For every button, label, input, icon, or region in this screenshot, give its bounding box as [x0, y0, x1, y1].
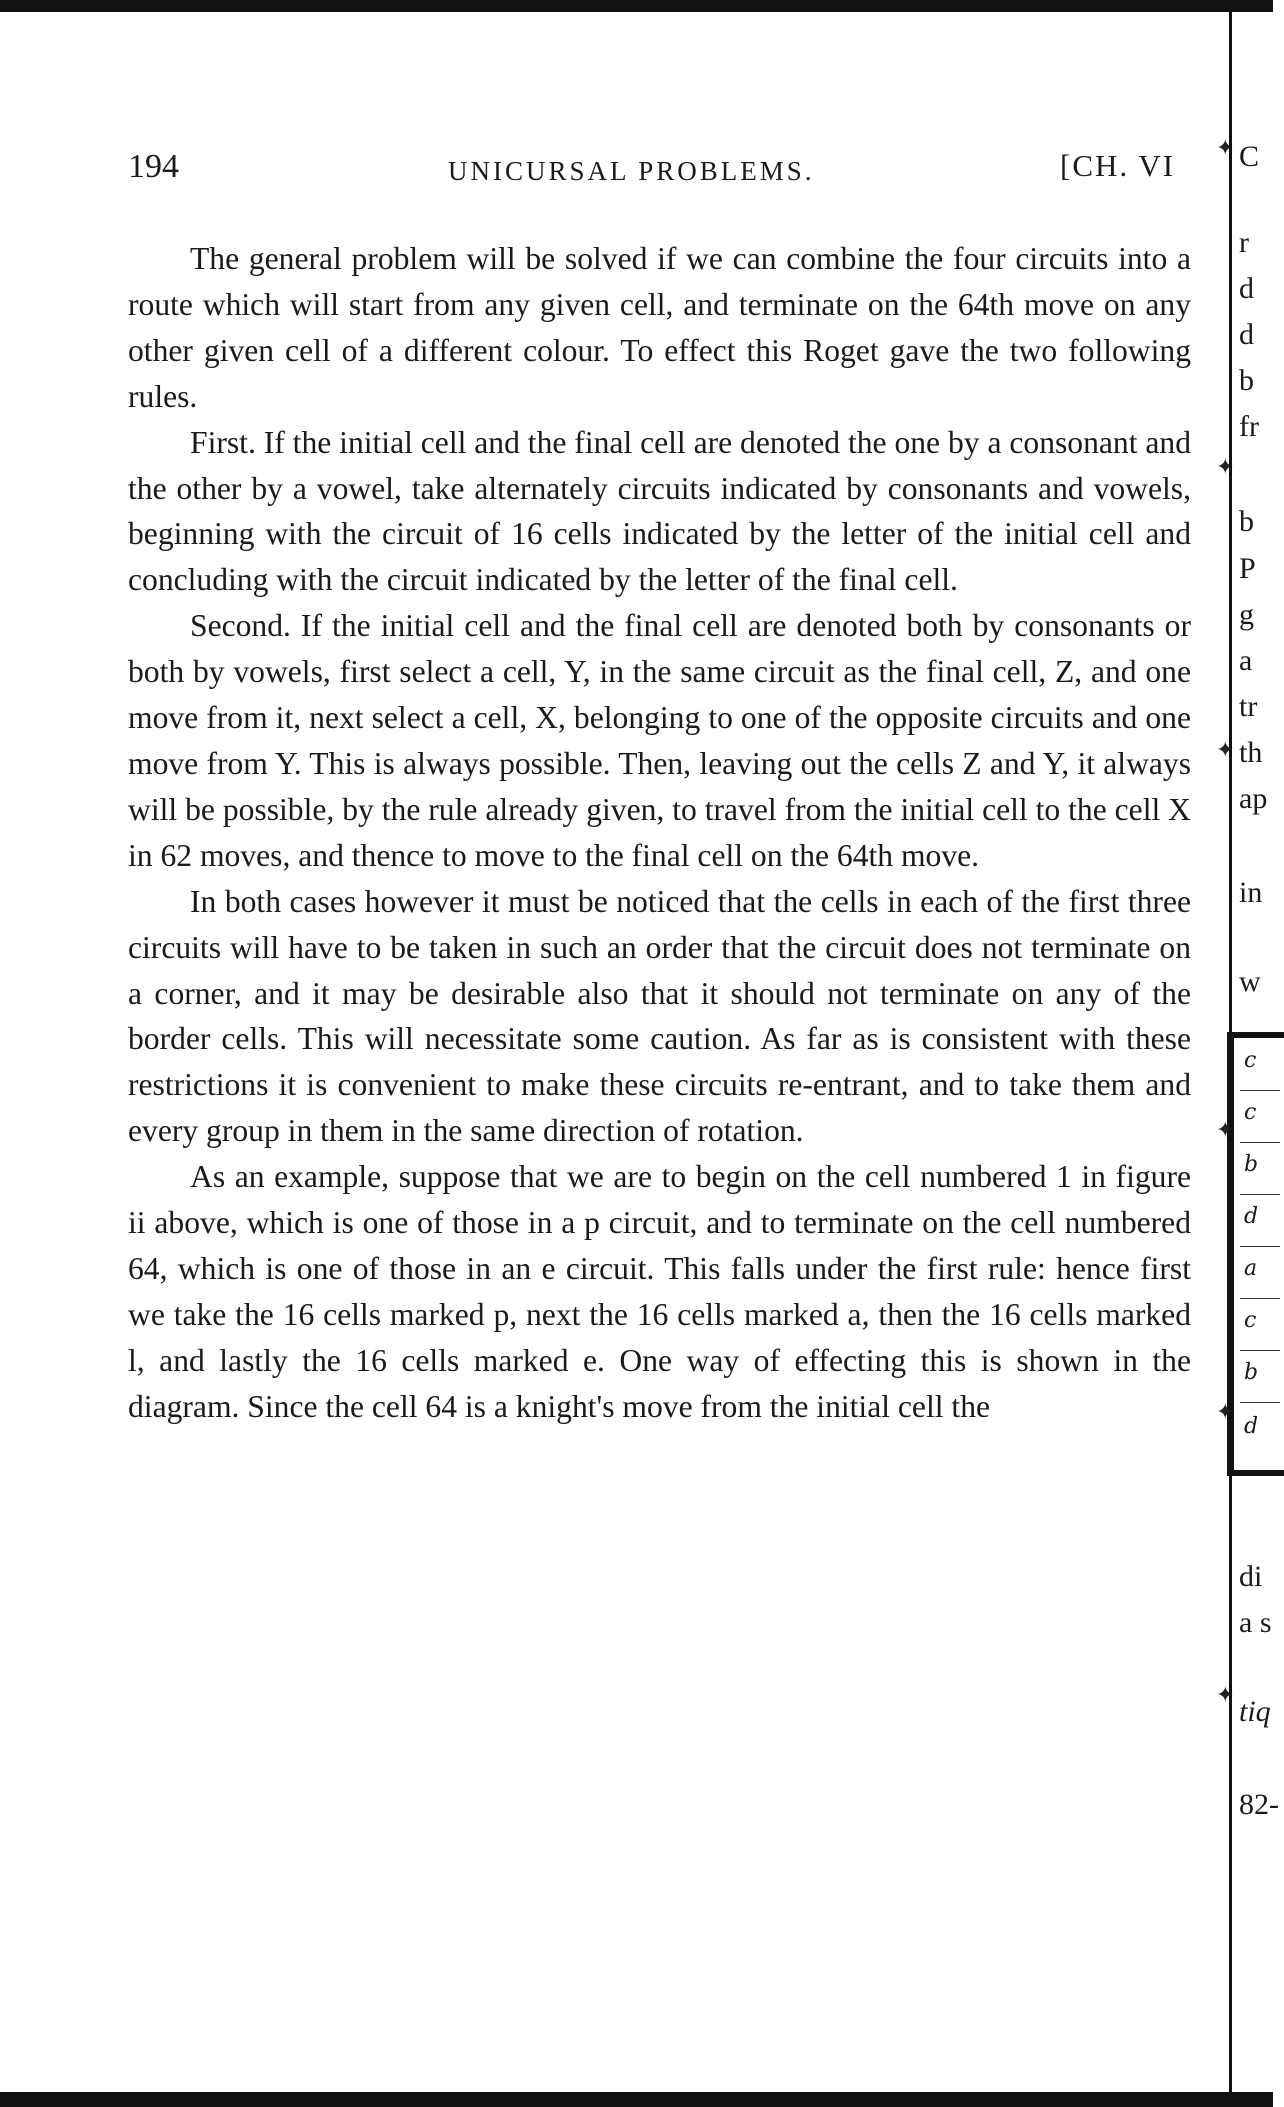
- facing-fragment: in: [1239, 876, 1263, 909]
- diagram-rule: [1240, 1350, 1280, 1351]
- diagram-letter: b: [1244, 1360, 1259, 1385]
- facing-page-diagram-edge: [1227, 1032, 1284, 1476]
- facing-fragment: d: [1239, 318, 1254, 351]
- page-body: [128, 236, 1191, 1430]
- facing-fragment: di: [1239, 1560, 1263, 1593]
- paragraph-second-rule: Second. If the initial cell and the final cell are denoted both by consonants or both by vowels, first select a cell, Y, in the same circuit as the final cell, Z, and one move from it, next select a cell, X, belonging to one of the opposite circuits and one move from Y. This is always possible. Then, leaving out the cells Z and Y, it always will be possible, by the rule already given, to travel from the initial cell to the cell X in 62 moves, and thence to move to the final cell on the 64th move.: [128, 608, 1191, 873]
- binding-mark-icon: ✦: [1216, 1118, 1235, 1143]
- facing-fragment: a s: [1239, 1606, 1272, 1639]
- paragraph-both-cases: In both cases however it must be noticed that the cells in each of the first three circuits will have to be taken in such an order that the circuit does not terminate on a corner, and it may be desirable also that it should not terminate on any of the border cells. This will necessitate some caution. As far as is consistent with these restrictions it is convenient to make these circuits re-entrant, and to take them and every group in them in the same direction of rotation.: [128, 883, 1191, 1149]
- running-header: [128, 148, 1191, 204]
- page-number: 194: [128, 148, 179, 185]
- facing-fragment: d: [1239, 272, 1254, 305]
- facing-fragment: P: [1239, 552, 1256, 585]
- diagram-letter: d: [1244, 1204, 1259, 1229]
- facing-fragment: th: [1239, 736, 1263, 769]
- binding-mark-icon: ✦: [1216, 738, 1235, 763]
- diagram-rule: [1240, 1194, 1280, 1195]
- chapter-label: [CH. VI: [1060, 148, 1176, 183]
- scan-top-edge: [0, 0, 1273, 12]
- paragraph-example: As an example, suppose that we are to begin on the cell numbered 1 in figure ii above, which is one of those in a p circuit, and to terminate on the cell numbered 64, which is one of those in an e circuit. This falls under the first rule: hence first we take the 16 cells marked p, next the 16 cells marked a, then the 16 cells marked l, and lastly the 16 cells marked e. One way of effecting this is shown in the diagram. Since the cell 64 is a knight's move from the initial cell the: [128, 1159, 1191, 1424]
- facing-fragment: tr: [1239, 690, 1258, 723]
- diagram-rule: [1240, 1142, 1280, 1143]
- paragraph-first-rule: First. If the initial cell and the final cell are denoted the one by a consonant and the other by a vowel, take alternately circuits indicated by consonants and vowels, beginning with the circuit of 16 cells indicated by the letter of the initial cell and concluding with the circuit indicated by the letter of the final cell.: [128, 424, 1192, 598]
- facing-fragment: C: [1239, 140, 1260, 173]
- facing-fragment: tiq: [1239, 1695, 1271, 1728]
- diagram-letter: c: [1244, 1308, 1257, 1333]
- facing-fragment: b: [1239, 364, 1254, 397]
- facing-fragment: w: [1239, 965, 1261, 998]
- facing-fragment: 82-: [1239, 1788, 1279, 1821]
- diagram-letter: c: [1244, 1048, 1257, 1073]
- diagram-rule: [1240, 1402, 1280, 1403]
- binding-mark-icon: ✦: [1216, 1400, 1235, 1425]
- book-page: [128, 148, 1191, 1430]
- diagram-letter: a: [1244, 1256, 1258, 1281]
- paragraph-general-problem: The general problem will be solved if we can combine the four circuits into a route which will start from any given cell, and terminate on the 64th move on any other given cell of a different colour. To effect this Roget gave the two following rules.: [128, 241, 1191, 414]
- facing-fragment: fr: [1239, 410, 1259, 443]
- facing-fragment: r: [1239, 226, 1249, 259]
- diagram-rule: [1240, 1246, 1280, 1247]
- diagram-letter: d: [1244, 1414, 1259, 1439]
- diagram-letter: c: [1244, 1100, 1257, 1125]
- binding-mark-icon: ✦: [1216, 455, 1235, 480]
- facing-fragment: ap: [1239, 782, 1268, 815]
- binding-mark-icon: ✦: [1216, 136, 1235, 161]
- diagram-rule: [1240, 1090, 1280, 1091]
- scan-bottom-edge: [0, 2092, 1273, 2107]
- diagram-letter: b: [1244, 1152, 1259, 1177]
- running-head-title: UNICURSAL PROBLEMS.: [448, 156, 815, 186]
- binding-mark-icon: ✦: [1216, 1683, 1235, 1708]
- facing-fragment: b: [1239, 505, 1254, 538]
- facing-fragment: a: [1239, 644, 1253, 677]
- diagram-rule: [1240, 1298, 1280, 1299]
- facing-fragment: g: [1239, 598, 1254, 631]
